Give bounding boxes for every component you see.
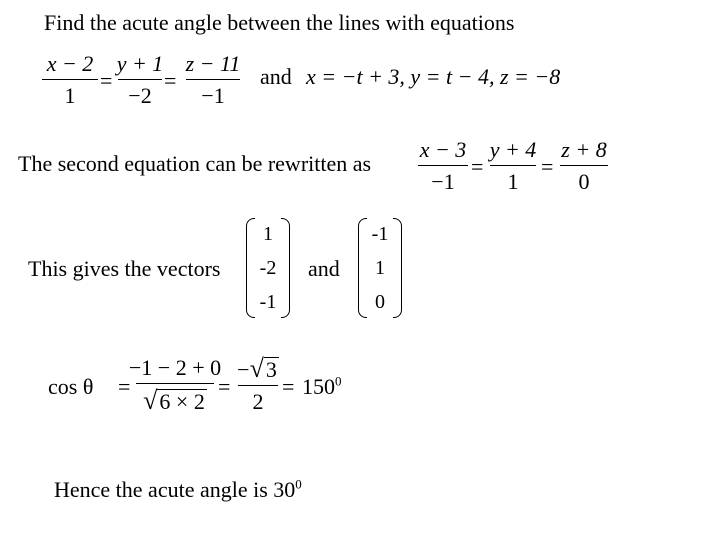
angle-result: [302, 373, 342, 399]
fraction-x-minus-2: [42, 52, 98, 108]
fraction-numerator: y + 4: [489, 137, 537, 162]
fraction-denominator: −1: [431, 169, 455, 194]
minus-sign: −: [237, 357, 250, 382]
radical-icon: √: [249, 354, 264, 383]
radical-icon: √: [143, 386, 158, 415]
equals-sign: =: [541, 154, 554, 179]
fraction-z-minus-11: [186, 52, 240, 108]
vector-component: -1: [259, 291, 277, 313]
equals-sign: =: [282, 374, 295, 399]
fraction-numerator: z − 11: [185, 51, 241, 76]
equals-sign: =: [100, 68, 113, 93]
fraction-denominator: −1: [201, 83, 225, 108]
fraction-numerator: x − 3: [419, 137, 467, 162]
degree-superscript: 0: [295, 476, 302, 492]
fraction-bar: [490, 165, 536, 166]
vectors-text: This gives the vectors: [28, 256, 221, 281]
fraction-bar: [42, 79, 98, 80]
vector-component: -2: [259, 257, 277, 279]
cosine-fraction-2: [238, 356, 278, 414]
conclusion-sentence: Hence the acute angle is 30: [54, 477, 296, 502]
fraction-x-minus-3: [418, 138, 468, 194]
equals-sign: =: [118, 374, 131, 399]
angle-value: 150: [302, 374, 335, 399]
and-word: and: [260, 64, 292, 89]
fraction-bar: [418, 165, 468, 166]
fraction-denominator: 1: [507, 169, 519, 194]
fraction-y-plus-1: [118, 52, 162, 108]
fraction-denominator: −2: [128, 83, 152, 108]
fraction-numerator: y + 1: [116, 51, 164, 76]
fraction-bar: [118, 79, 162, 80]
direction-vector-2: [358, 218, 402, 318]
problem-heading: Find the acute angle between the lines with equations: [44, 10, 515, 35]
cosine-fraction-1: [128, 355, 222, 415]
conclusion-text: [54, 476, 302, 502]
fraction-z-plus-8: [560, 138, 608, 194]
fraction-bar: [186, 79, 240, 80]
radicand: 3: [265, 357, 277, 382]
cos-theta-label: cos θ: [48, 374, 94, 399]
fraction-bar: [238, 385, 278, 386]
vector-component: -1: [371, 223, 389, 245]
fraction-bar: [560, 165, 608, 166]
equals-sign: =: [218, 374, 231, 399]
direction-vector-1: [246, 218, 290, 318]
fraction-denominator: 1: [64, 83, 76, 108]
vector-component: 1: [263, 223, 273, 245]
vector-component: 1: [375, 257, 385, 279]
and-word: and: [308, 256, 340, 281]
equals-sign: =: [164, 68, 177, 93]
fraction-denominator: 2: [252, 389, 264, 414]
fraction-y-plus-4: [490, 138, 536, 194]
equals-sign: =: [471, 154, 484, 179]
degree-superscript: 0: [335, 373, 342, 389]
fraction-numerator: x − 2: [46, 51, 94, 76]
parametric-equation: x = −t + 3, y = t − 4, z = −8: [306, 64, 561, 89]
rewrite-text: The second equation can be rewritten as: [18, 151, 372, 176]
fraction-numerator: −1 − 2 + 0: [128, 355, 222, 380]
fraction-denominator: [143, 388, 207, 414]
radicand: 6 × 2: [159, 389, 205, 414]
fraction-numerator: [237, 356, 279, 382]
fraction-numerator: z + 8: [561, 137, 607, 162]
vector-component: 0: [375, 291, 385, 313]
fraction-denominator: 0: [578, 169, 590, 194]
fraction-bar: [136, 383, 214, 384]
